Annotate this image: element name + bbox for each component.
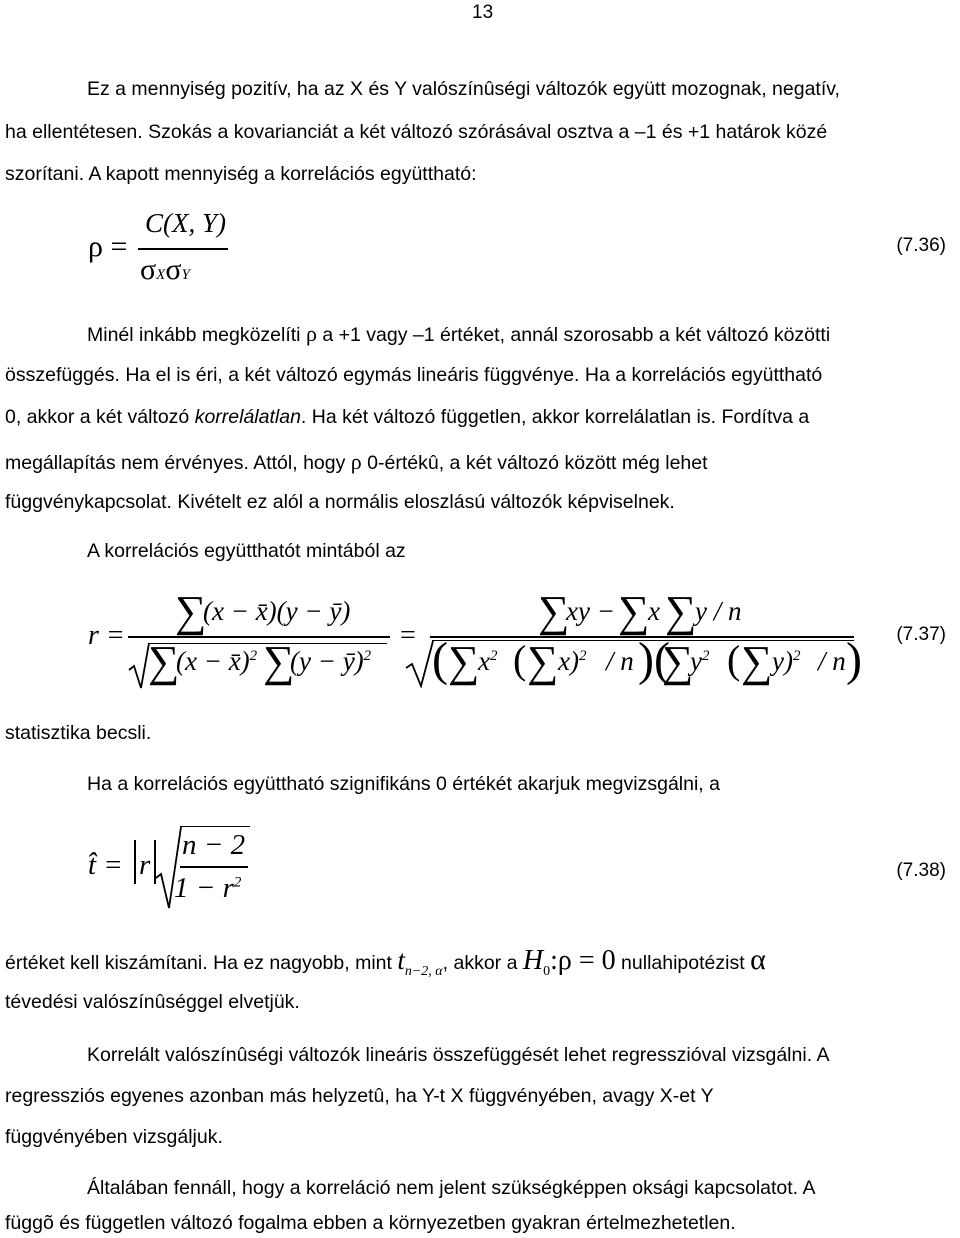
para6-line2: regressziós egyenes azonban más helyzetû, ha Y-t X függvényében, avagy X-et Y	[5, 1085, 714, 1107]
para5-line2: tévedési valószínûséggel elvetjük.	[5, 991, 300, 1013]
abs-bar-left	[134, 840, 136, 884]
alpha-symbol: α	[750, 943, 766, 976]
sum-symbol: ∑	[618, 587, 650, 636]
para1-line2: ha ellentétesen. Szokás a kovarianciát a két változó szórásával osztva a –1 és +1 határok közé	[5, 121, 828, 143]
eq736-numerator: C(X, Y)	[145, 208, 226, 238]
eq738-r: r	[139, 849, 151, 881]
para2-text: 0, akkor a két változó	[5, 406, 195, 428]
para1-line3: szorítani. A kapott mennyiség a korrelációs együttható:	[5, 163, 477, 185]
square: 2	[701, 648, 710, 664]
eq737-den2b: x)$^2$	[558, 646, 587, 676]
para5-text: , akkor a	[442, 952, 523, 974]
h-subscript: 0	[543, 964, 551, 979]
para5-text: nullahipotézist	[615, 952, 751, 974]
para4: Ha a korrelációs együttható szignifikáns 0 értékét akarjuk megvizsgálni, a	[87, 773, 720, 795]
para2-line2: összefüggés. Ha el is éri, a két változó egymás lineáris függvénye. Ha a korrelációs együttható	[5, 364, 823, 386]
eq737-den2e: y)$^2$	[772, 646, 801, 676]
square: 2	[792, 648, 801, 664]
den-term: y	[690, 646, 702, 676]
eq737-lhs: r =	[88, 620, 125, 651]
square: 2	[233, 874, 242, 891]
term-korrelalatlan: korrelálatlan	[194, 406, 301, 428]
den-term: / n	[818, 646, 846, 676]
t-symbol: t	[397, 945, 405, 975]
eq737-den2f	[818, 648, 846, 675]
para2-line3	[5, 406, 809, 429]
sqrt-sign	[128, 642, 146, 682]
para7-line2: függõ és független változó fogalma ebben a környezetben gyakran értelmezhetetlen.	[5, 1212, 736, 1234]
eq738-fraction-bar	[180, 866, 248, 868]
para5-text: értéket kell kiszámítani. Ha ez nagyobb, mint	[5, 952, 398, 974]
square: 2	[489, 648, 498, 664]
den-term: 1 − r	[174, 872, 234, 904]
square: 2	[363, 648, 372, 664]
para2-line1	[87, 321, 830, 347]
square: 2	[249, 648, 258, 664]
eq737-number: (7.37)	[896, 624, 946, 645]
para2-text: 0-értékû, a két változó között még lehet	[361, 452, 708, 474]
h0-rest: :ρ = 0	[550, 945, 616, 976]
eq737-den2a	[478, 648, 497, 675]
t-subscript: n−2, α	[404, 964, 443, 979]
eq736-lhs: ρ =	[88, 230, 128, 263]
eq737-den1b	[290, 648, 371, 675]
sum-symbol: ∑	[263, 637, 295, 686]
den-term: / n	[606, 646, 634, 676]
eq736-sub-x: X	[156, 267, 166, 283]
den-term: y	[772, 646, 784, 676]
den-term: x	[478, 646, 490, 676]
paren-close-open: )(	[638, 633, 670, 686]
para3-after: statisztika becsli.	[5, 722, 152, 744]
den-term: (y − ȳ)	[290, 646, 364, 676]
page-number: 13	[472, 2, 494, 23]
eq737-den1a	[176, 648, 257, 675]
eq736-denominator	[140, 255, 190, 285]
den-term: (x − x̄)	[176, 646, 250, 676]
square: 2	[578, 648, 587, 664]
eq736-sigma-y: σ	[165, 253, 182, 286]
para1-line1: Ez a mennyiség pozitív, ha az X és Y valószínûségi változók együtt mozognak, negatív,	[87, 78, 840, 100]
h-symbol: H	[522, 945, 544, 976]
eq736-sigma-x: σ	[140, 253, 157, 286]
sum-symbol: ∑	[527, 637, 559, 686]
eq736-number: (7.36)	[896, 235, 946, 256]
sum-symbol: ∑	[665, 587, 697, 636]
paren-open: (	[432, 633, 448, 686]
para2-line5: függvénykapcsolat. Kivételt ez alól a normális eloszlású változók képviselnek.	[5, 491, 675, 513]
para7-line1: Általában fennáll, hogy a korreláció nem jelent szükségképpen oksági kapcsolatot. A	[87, 1177, 816, 1199]
sqrt-bar	[180, 826, 250, 827]
eq736-sub-y: Y	[181, 267, 190, 283]
para3-intro: A korrelációs együtthatót mintából az	[87, 540, 406, 562]
eq738-numerator: n − 2	[182, 829, 246, 861]
para5-line1	[5, 943, 766, 977]
eq738-number: (7.38)	[896, 860, 946, 881]
eq736-fraction-bar	[138, 248, 228, 250]
paren-open: (	[727, 637, 741, 682]
paren-close: )	[846, 633, 862, 686]
eq737-num2b: x	[648, 596, 660, 626]
eq738-lhs: t̂ =	[88, 849, 123, 881]
rho-symbol: ρ	[305, 321, 317, 346]
den-term: x	[558, 646, 570, 676]
para2-text: a +1 vagy –1 értéket, annál szorosabb a két változó közötti	[316, 324, 831, 346]
eq737-equals: =	[400, 620, 416, 651]
sum-symbol: ∑	[175, 587, 207, 636]
para2-text: . Ha két változó független, akkor korrelálatlan is. Fordítva a	[300, 406, 810, 428]
eq737-den2d	[690, 648, 709, 675]
eq738-denominator	[174, 874, 241, 903]
para6-line1: Korrelált valószínûségi változók lineáris összefüggését lehet regresszióval vizsgálni. A	[87, 1044, 830, 1066]
eq737-num1: (x − x̄)(y − ȳ)	[203, 596, 351, 626]
sqrt-sign	[405, 640, 431, 686]
para2-text: Minél inkább megközelíti	[87, 324, 306, 346]
eq737-num2a: xy −	[566, 596, 615, 626]
paren-open: (	[513, 637, 527, 682]
eq737-num2c: y / n	[695, 596, 742, 626]
sum-symbol: ∑	[448, 637, 480, 686]
eq737-den2c	[606, 648, 634, 675]
sum-symbol: ∑	[148, 637, 180, 686]
sum-symbol: ∑	[538, 587, 570, 636]
para6-line3: függvényében vizsgáljuk.	[5, 1126, 223, 1148]
para2-line4	[5, 449, 708, 475]
sum-symbol: ∑	[741, 637, 773, 686]
sum-symbol: ∑	[662, 637, 694, 686]
rho-symbol: ρ	[350, 449, 362, 474]
para2-text: megállapítás nem érvényes. Attól, hogy	[5, 452, 351, 474]
